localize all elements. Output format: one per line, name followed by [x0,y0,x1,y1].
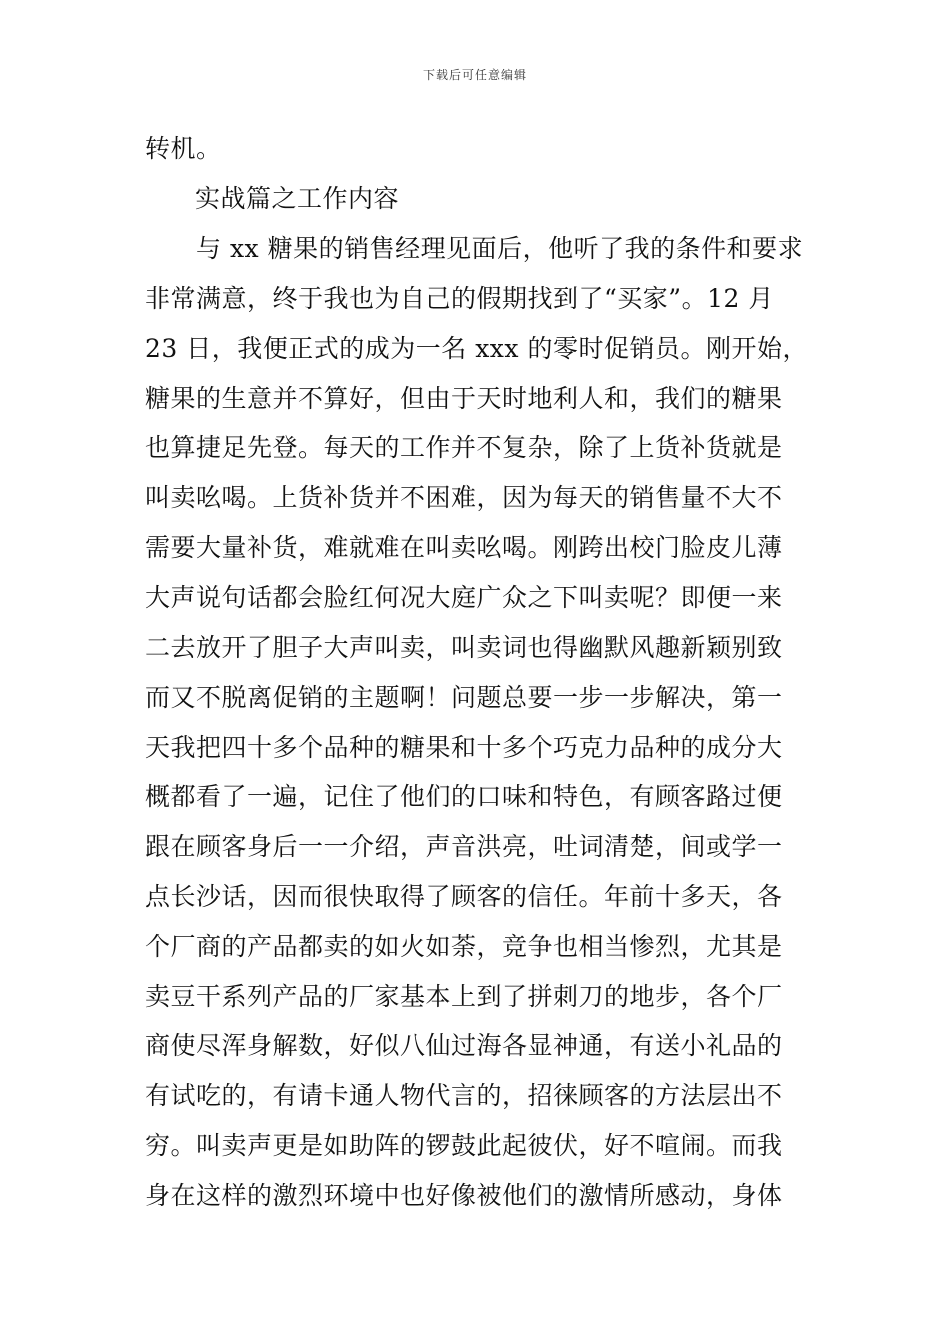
text-line: 叫卖吆喝。上货补货并不困难，因为每天的销售量不大不 [145,483,783,512]
section-heading: 实战篇之工作内容 [195,184,400,213]
text-line: 糖果的生意并不算好，但由于天时地利人和，我们的糖果 [145,384,783,413]
text-line: 23 日，我便正式的成为一名 xxx 的零时促销员。刚开始， [145,334,808,363]
text-line: 身在这样的激烈环境中也好像被他们的激情所感动，身体 [145,1181,783,1210]
text-line: 个厂商的产品都卖的如火如荼，竞争也相当惨烈，尤其是 [145,932,783,961]
text-line: 商使尽浑身解数，好似八仙过海各显神通，有送小礼品的 [145,1031,783,1060]
page-header: 下载后可任意编辑 [422,68,527,82]
text-line: 二去放开了胆子大声叫卖，叫卖词也得幽默风趣新颖别致 [145,633,783,662]
text-line: 点长沙话，因而很快取得了顾客的信任。年前十多天，各 [145,882,783,911]
text-line: 概都看了一遍，记住了他们的口味和特色，有顾客路过便 [145,782,783,811]
text-line: 非常满意，终于我也为自己的假期找到了“买家”。12 月 [145,284,774,313]
text-line: 有试吃的，有请卡通人物代言的，招徕顾客的方法层出不 [145,1081,783,1110]
text-line: 需要大量补货，难就难在叫卖吆喝。刚跨出校门脸皮儿薄 [145,533,783,562]
text-line: 而又不脱离促销的主题啊！问题总要一步一步解决，第一 [145,683,783,712]
text-line: 穷。叫卖声更是如助阵的锣鼓此起彼伏，好不喧闹。而我 [145,1131,783,1160]
text-line: 转机。 [145,134,222,163]
text-line: 跟在顾客身后一一介绍，声音洪亮，吐词清楚，间或学一 [145,832,783,861]
text-line: 天我把四十多个品种的糖果和十多个巧克力品种的成分大 [145,733,783,762]
text-line: 大声说句话都会脸红何况大庭广众之下叫卖呢？即便一来 [145,583,783,612]
text-line: 卖豆干系列产品的厂家基本上到了拼刺刀的地步，各个厂 [145,982,783,1011]
text-line: 与 xx 糖果的销售经理见面后，他听了我的条件和要求 [196,234,804,263]
text-line: 也算捷足先登。每天的工作并不复杂，除了上货补货就是 [145,433,783,462]
